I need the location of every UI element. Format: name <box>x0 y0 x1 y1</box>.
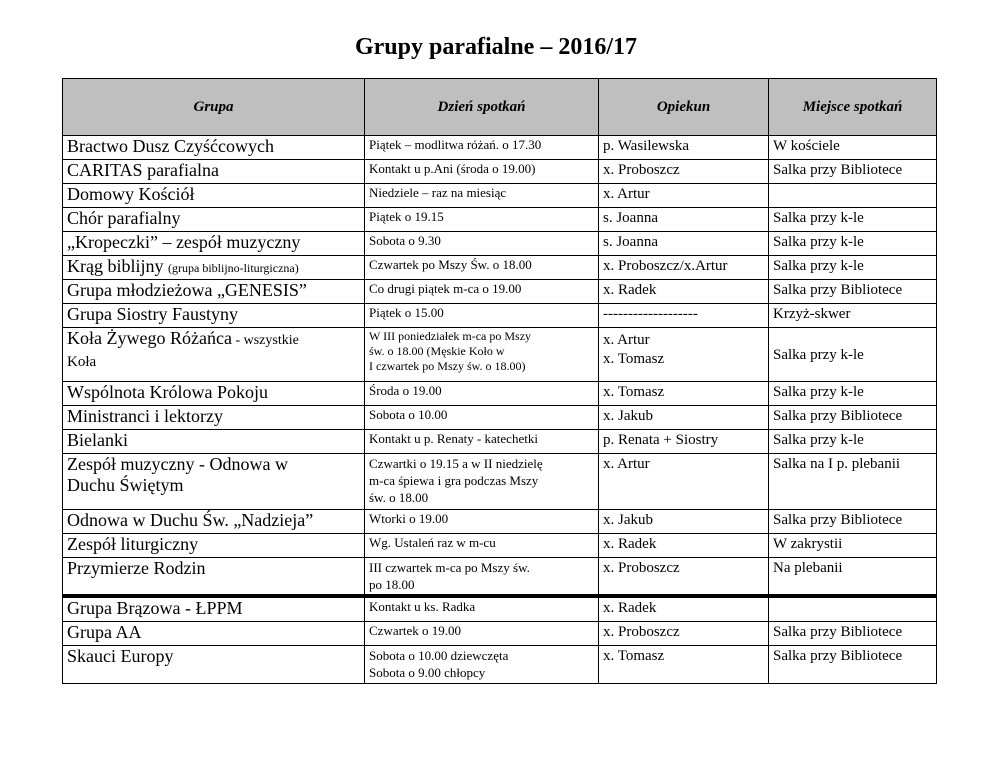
cell-dzien: Wg. Ustaleń raz w m-cu <box>365 534 599 558</box>
cell-grupa <box>63 328 365 382</box>
table-row <box>63 184 937 208</box>
table-row <box>63 256 937 280</box>
cell-dzien: Sobota o 9.30 <box>365 232 599 256</box>
cell-dzien: Niedziele – raz na miesiąc <box>365 184 599 208</box>
cell-dzien <box>365 454 599 510</box>
dzien-line3: I czwartek po Mszy św. o 18.00) <box>369 359 526 373</box>
grupa-line1: Zespół muzyczny - Odnowa w <box>67 454 288 474</box>
cell-opiekun: x. Artur <box>599 454 769 510</box>
table-row <box>63 534 937 558</box>
cell-miejsce: Krzyż-skwer <box>769 304 937 328</box>
header-dzien: Dzień spotkań <box>365 79 599 136</box>
grupa-small-text: - wszystkie <box>231 333 299 348</box>
cell-dzien: Piątek – modlitwa różań. o 17.30 <box>365 136 599 160</box>
cell-grupa: Zespół liturgiczny <box>63 534 365 558</box>
table-row <box>63 328 937 382</box>
cell-miejsce: Salka przy k-le <box>769 256 937 280</box>
dzien-line1: III czwartek m-ca po Mszy św. <box>369 560 530 575</box>
header-opiekun: Opiekun <box>599 79 769 136</box>
cell-grupa <box>63 454 365 510</box>
header-miejsce: Miejsce spotkań <box>769 79 937 136</box>
table-row <box>63 280 937 304</box>
dzien-line2: św. o 18.00 (Męskie Koło w <box>369 344 505 358</box>
dzien-line1: Czwartki o 19.15 a w II niedzielę <box>369 456 543 471</box>
table-row <box>63 160 937 184</box>
grupa-main-text: Koła Żywego Różańca <box>67 328 232 348</box>
table-row <box>63 382 937 406</box>
cell-grupa <box>63 256 365 280</box>
cell-opiekun: x. Proboszcz <box>599 160 769 184</box>
table-header-row <box>63 79 937 136</box>
cell-miejsce: Salka na I p. plebanii <box>769 454 937 510</box>
cell-grupa: Grupa AA <box>63 621 365 645</box>
cell-opiekun: x. Radek <box>599 280 769 304</box>
table-row <box>63 232 937 256</box>
cell-opiekun <box>599 328 769 382</box>
grupa-small-text: (grupa biblijno-liturgiczna) <box>168 261 299 275</box>
cell-dzien: Kontakt u p.Ani (środa o 19.00) <box>365 160 599 184</box>
table-row <box>63 645 937 683</box>
table-row <box>63 136 937 160</box>
cell-opiekun: x. Tomasz <box>599 645 769 683</box>
cell-miejsce: Salka przy k-le <box>769 328 937 382</box>
cell-dzien: Kontakt u p. Renaty - katechetki <box>365 430 599 454</box>
dzien-line2: po 18.00 <box>369 577 415 592</box>
cell-opiekun: s. Joanna <box>599 232 769 256</box>
cell-miejsce: Salka przy Bibliotece <box>769 621 937 645</box>
cell-opiekun: x. Radek <box>599 534 769 558</box>
table-row <box>63 208 937 232</box>
cell-grupa: Skauci Europy <box>63 645 365 683</box>
dzien-line1: W III poniedziałek m-ca po Mszy <box>369 329 532 343</box>
cell-miejsce: Salka przy k-le <box>769 430 937 454</box>
cell-grupa: Chór parafialny <box>63 208 365 232</box>
cell-miejsce: Salka przy Bibliotece <box>769 280 937 304</box>
opiekun-line1: x. Artur <box>603 332 650 348</box>
cell-miejsce: Salka przy k-le <box>769 232 937 256</box>
cell-opiekun: x. Proboszcz/x.Artur <box>599 256 769 280</box>
cell-grupa: Bielanki <box>63 430 365 454</box>
cell-grupa: Ministranci i lektorzy <box>63 406 365 430</box>
cell-opiekun: p. Wasilewska <box>599 136 769 160</box>
cell-grupa: Grupa Brązowa - ŁPPM <box>63 596 365 622</box>
cell-grupa: Domowy Kościół <box>63 184 365 208</box>
cell-miejsce: Salka przy Bibliotece <box>769 406 937 430</box>
cell-opiekun: x. Radek <box>599 596 769 622</box>
cell-opiekun: x. Artur <box>599 184 769 208</box>
cell-grupa: Grupa młodzieżowa „GENESIS” <box>63 280 365 304</box>
grupa-line2: Duchu Świętym <box>67 475 184 495</box>
table-row <box>63 406 937 430</box>
cell-dzien: Piątek o 15.00 <box>365 304 599 328</box>
cell-miejsce: Salka przy k-le <box>769 382 937 406</box>
cell-dzien <box>365 558 599 596</box>
cell-dzien: Piątek o 19.15 <box>365 208 599 232</box>
cell-opiekun: x. Proboszcz <box>599 621 769 645</box>
cell-dzien <box>365 328 599 382</box>
cell-opiekun: ------------------- <box>599 304 769 328</box>
header-grupa: Grupa <box>63 79 365 136</box>
cell-miejsce: Salka przy Bibliotece <box>769 645 937 683</box>
table-row <box>63 621 937 645</box>
cell-grupa: CARITAS parafialna <box>63 160 365 184</box>
cell-dzien: Kontakt u ks. Radka <box>365 596 599 622</box>
table-row <box>63 596 937 622</box>
table-row <box>63 430 937 454</box>
cell-dzien: Co drugi piątek m-ca o 19.00 <box>365 280 599 304</box>
cell-miejsce: Salka przy Bibliotece <box>769 160 937 184</box>
groups-table <box>62 78 937 684</box>
cell-miejsce: Salka przy Bibliotece <box>769 510 937 534</box>
cell-dzien: Wtorki o 19.00 <box>365 510 599 534</box>
cell-dzien: Sobota o 10.00 <box>365 406 599 430</box>
cell-miejsce: W kościele <box>769 136 937 160</box>
cell-grupa: Wspólnota Królowa Pokoju <box>63 382 365 406</box>
table-row <box>63 454 937 510</box>
cell-opiekun: x. Tomasz <box>599 382 769 406</box>
cell-dzien: Czwartek o 19.00 <box>365 621 599 645</box>
dzien-line3: św. o 18.00 <box>369 490 429 505</box>
cell-opiekun: s. Joanna <box>599 208 769 232</box>
grupa-line2: Koła <box>67 354 97 370</box>
opiekun-line2: x. Tomasz <box>603 351 665 367</box>
cell-grupa: Grupa Siostry Faustyny <box>63 304 365 328</box>
cell-dzien: Czwartek po Mszy Św. o 18.00 <box>365 256 599 280</box>
cell-grupa: Odnowa w Duchu Św. „Nadzieja” <box>63 510 365 534</box>
cell-opiekun: p. Renata + Siostry <box>599 430 769 454</box>
cell-miejsce: Salka przy k-le <box>769 208 937 232</box>
table-row <box>63 304 937 328</box>
table-row <box>63 558 937 596</box>
cell-dzien <box>365 645 599 683</box>
dzien-line2: Sobota o 9.00 chłopcy <box>369 664 486 680</box>
cell-opiekun: x. Jakub <box>599 406 769 430</box>
dzien-line2: m-ca śpiewa i gra podczas Mszy <box>369 473 539 488</box>
cell-miejsce <box>769 184 937 208</box>
cell-grupa: Bractwo Dusz Czyśćcowych <box>63 136 365 160</box>
cell-grupa: „Kropeczki” – zespół muzyczny <box>63 232 365 256</box>
grupa-main-text: Krąg biblijny <box>67 256 164 276</box>
table-row <box>63 510 937 534</box>
cell-grupa: Przymierze Rodzin <box>63 558 365 596</box>
cell-opiekun: x. Jakub <box>599 510 769 534</box>
cell-miejsce <box>769 596 937 622</box>
cell-miejsce: W zakrystii <box>769 534 937 558</box>
cell-opiekun: x. Proboszcz <box>599 558 769 596</box>
cell-miejsce: Na plebanii <box>769 558 937 596</box>
page-title: Grupy parafialne – 2016/17 <box>354 34 637 60</box>
cell-dzien: Środa o 19.00 <box>365 382 599 406</box>
dzien-line1: Sobota o 10.00 dziewczęta <box>369 647 509 663</box>
